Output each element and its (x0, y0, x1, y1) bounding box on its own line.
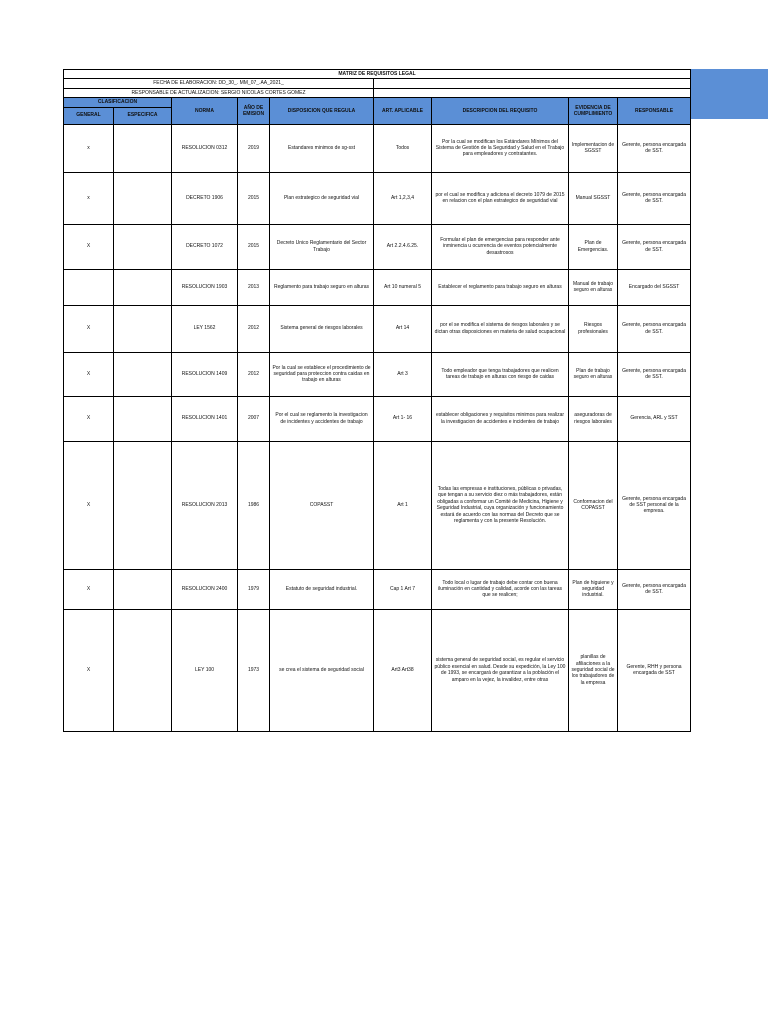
responsable-cell: Gerente, persona encargada de SST. (618, 305, 691, 352)
responsable-cell: Gerente, persona encargada de SST. (618, 172, 691, 224)
anio-cell: 2019 (238, 124, 270, 172)
disposicion-cell: Por el cual se reglamento la investigacion de incidentes y accidentes de trabajo (270, 396, 374, 441)
responsable-cell: Gerencia, ARL y SST (618, 396, 691, 441)
table-row (64, 224, 691, 269)
disposicion-cell: COPASST (270, 441, 374, 569)
articulo-cell: Cap 1 Art 7 (374, 569, 432, 609)
anio-cell: 2013 (238, 269, 270, 305)
general-cell (64, 269, 114, 305)
descripcion-cell: por el se modifica el sistema de riesgos laborales y se dictan otras disposiciones en materia de salud ocupacional (432, 305, 569, 352)
responsable-cell: Gerente, persona encargada de SST. (618, 352, 691, 396)
evidencia-cell: Manual SGSST (569, 172, 618, 224)
disposicion-cell: Decreto Unico Reglamentario del Sector Trabajo (270, 224, 374, 269)
legal-requirements-matrix (63, 69, 691, 732)
table-row (64, 569, 691, 609)
responsable-cell: Encargado del SGSST (618, 269, 691, 305)
especifica-cell (114, 609, 172, 731)
anio-cell: 2012 (238, 305, 270, 352)
table-row (64, 305, 691, 352)
descripcion-cell: sistema general de seguridad social, es regular el servicio público esencial en salud. Desde su expedición, la Ley 100 de 1993, se encargará de garantizar a la población el amparo en la vejez, la invalidez, entre otras (432, 609, 569, 731)
especifica-cell (114, 305, 172, 352)
disposicion-cell: Estatuto de seguridad industrial. (270, 569, 374, 609)
evidencia-cell: Plan de higuiene y seguridad industrial. (569, 569, 618, 609)
general-cell: X (64, 569, 114, 609)
fecha-blank-cell (374, 79, 691, 88)
anio-cell: 2007 (238, 396, 270, 441)
especifica-cell (114, 269, 172, 305)
articulo-cell: Art 10 numeral 5 (374, 269, 432, 305)
norma-cell: LEY 100 (172, 609, 238, 731)
table-row (64, 172, 691, 224)
general-cell: X (64, 352, 114, 396)
articulo-cell: Art 1 (374, 441, 432, 569)
anio-cell: 1973 (238, 609, 270, 731)
disposicion-cell: Estandares minimos de sg-sst (270, 124, 374, 172)
header-evidencia: EVIDENCIA DE CUMPLIMIENTO (569, 98, 618, 124)
evidencia-cell: Implementacion de SGSST (569, 124, 618, 172)
especifica-cell (114, 224, 172, 269)
header-especifica: ESPECIFICA (114, 107, 172, 124)
evidencia-cell: Manual de trabajo seguro en alturas (569, 269, 618, 305)
disposicion-cell: Sistema general de riesgos laborales (270, 305, 374, 352)
articulo-cell: Art 14 (374, 305, 432, 352)
descripcion-cell: Por la cual se modifican los Estándares Mínimos del Sistema de Gestión de la Seguridad y Salud en el Trabajo para empleadores y contratantes. (432, 124, 569, 172)
descripcion-cell: Todo local o lugar de trabajo debe contar con buena iluminación en cantidad y calidad, acorde con las tareas que se realicen; (432, 569, 569, 609)
especifica-cell (114, 352, 172, 396)
especifica-cell (114, 124, 172, 172)
norma-cell: RESOLUCION 1903 (172, 269, 238, 305)
articulo-cell: Art 1,2,3,4 (374, 172, 432, 224)
norma-cell: RESOLUCION 1409 (172, 352, 238, 396)
responsable-cell: Gerente, persona encargada de SST personal de la empresa. (618, 441, 691, 569)
descripcion-cell: Todas las empresas e instituciones, públicas o privadas, que tengan a su servicio diez o más trabajadores, están obligadas a conformar un Comité de Medicina, Higiene y Seguridad Industrial, cuya organización y funcionamiento estará de acuerdo con las normas del Decreto que se reglamenta y con la presente Resolución. (432, 441, 569, 569)
responsable-cell: Gerente, persona encargada de SST. (618, 224, 691, 269)
header-norma: NORMA (172, 98, 238, 124)
norma-cell: RESOLUCION 2013 (172, 441, 238, 569)
header-general: GENERAL (64, 107, 114, 124)
descripcion-cell: Todo empleador que tenga trabajadores que realicen tareas de trabajo en alturas con riesgo de caidas (432, 352, 569, 396)
articulo-cell: Art3 Art38 (374, 609, 432, 731)
responsable-cell: Gerente, RHH y persona encargada de SST (618, 609, 691, 731)
anio-cell: 2012 (238, 352, 270, 396)
especifica-cell (114, 569, 172, 609)
norma-cell: DECRETO 1072 (172, 224, 238, 269)
responsable-cell: Gerente, persona encargada de SST. (618, 124, 691, 172)
especifica-cell (114, 172, 172, 224)
header-anio: AÑO DE EMISION (238, 98, 270, 124)
general-cell: X (64, 396, 114, 441)
disposicion-cell: Plan estrategico de seguridad vial (270, 172, 374, 224)
general-cell: X (64, 609, 114, 731)
norma-cell: LEY 1562 (172, 305, 238, 352)
norma-cell: RESOLUCION 1401 (172, 396, 238, 441)
evidencia-cell: Riesgos profesionales (569, 305, 618, 352)
general-cell: x (64, 172, 114, 224)
header-articulo: ART. APLICABLE (374, 98, 432, 124)
evidencia-cell: Plan de Emergencias. (569, 224, 618, 269)
header-disposicion: DISPOSICION QUE REGULA (270, 98, 374, 124)
header-clasificacion: CLASIFICACION (64, 98, 172, 107)
general-cell: X (64, 441, 114, 569)
articulo-cell: Todos (374, 124, 432, 172)
evidencia-cell: planillas de afiliaciones a la seguridad social de los trabajadores de la empresa (569, 609, 618, 731)
descripcion-cell: Establecer el reglamento para trabajo seguro en alturas (432, 269, 569, 305)
norma-cell: RESOLUCION 0312 (172, 124, 238, 172)
responsable-cell: Gerente, persona encargada de SST. (618, 569, 691, 609)
responsable-actualizacion: RESPONSABLE DE ACTUALIZACION: SERGIO NICOLAS CORTES GOMEZ (64, 88, 374, 97)
table-row (64, 124, 691, 172)
general-cell: X (64, 224, 114, 269)
anio-cell: 1986 (238, 441, 270, 569)
table-row (64, 352, 691, 396)
norma-cell: RESOLUCION 2400 (172, 569, 238, 609)
evidencia-cell: aseguradoras de riesgos laborales (569, 396, 618, 441)
disposicion-cell: Reglamento para trabajo seguro en alturas (270, 269, 374, 305)
especifica-cell (114, 396, 172, 441)
especifica-cell (114, 441, 172, 569)
articulo-cell: Art 1- 16 (374, 396, 432, 441)
evidencia-cell: Conformacion del COPASST (569, 441, 618, 569)
table-row (64, 609, 691, 731)
table-row (64, 396, 691, 441)
fecha-elaboracion: FECHA DE ELABORACION: DD_30_. MM_07_.AA_2021_ (64, 79, 374, 88)
header-accent-block (690, 69, 768, 119)
norma-cell: DECRETO 1906 (172, 172, 238, 224)
table-row (64, 269, 691, 305)
disposicion-cell: Por la cual se establece el procedimiento de seguridad para proteccion contra caidas en trabajo en alturas (270, 352, 374, 396)
anio-cell: 2015 (238, 172, 270, 224)
anio-cell: 2015 (238, 224, 270, 269)
articulo-cell: Art 2.2.4.6.25. (374, 224, 432, 269)
header-descripcion: DESCRIPCION DEL REQUISITO (432, 98, 569, 124)
descripcion-cell: por el cual se modifica y adiciona el decreto 1079 de 2015 en relacion con el plan estrategico de seguridad vial (432, 172, 569, 224)
descripcion-cell: Formular el plan de emergencias para responder ante inminencia u ocurrencia de eventos potencialmente desastrosos (432, 224, 569, 269)
table-row (64, 441, 691, 569)
articulo-cell: Art 3 (374, 352, 432, 396)
general-cell: X (64, 305, 114, 352)
anio-cell: 1979 (238, 569, 270, 609)
evidencia-cell: Plan de trabajo seguro en alturas (569, 352, 618, 396)
header-responsable: RESPONSABLE (618, 98, 691, 124)
descripcion-cell: establecer obligaciones y requisitos minimos para realizar la investigacion de accidentes e incidentes de trabajo (432, 396, 569, 441)
general-cell: x (64, 124, 114, 172)
matrix-title: MATRIZ DE REQUISITOS LEGAL (64, 70, 691, 79)
disposicion-cell: se crea el sistema de seguridad social (270, 609, 374, 731)
responsable-blank-cell (374, 88, 691, 97)
